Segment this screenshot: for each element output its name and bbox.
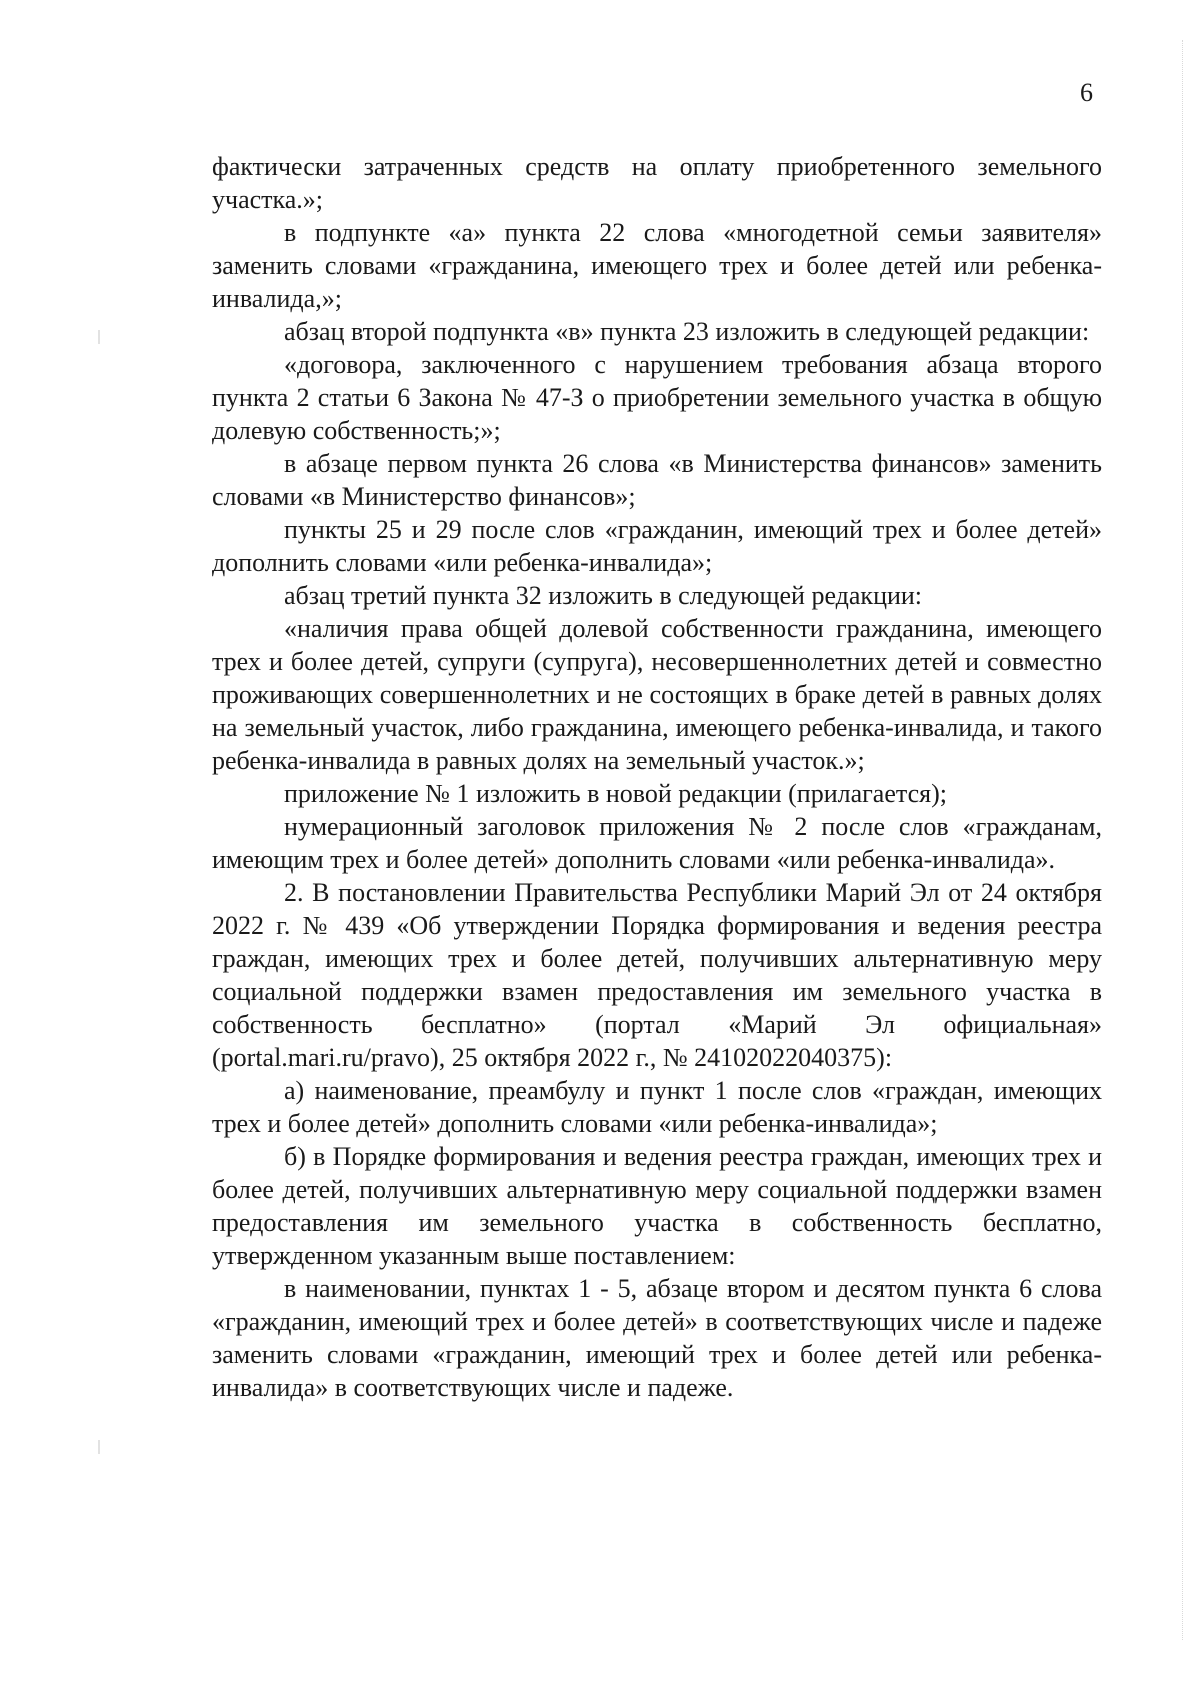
- scan-smudge: [98, 1440, 100, 1454]
- paragraph-appendix-2-heading: нумерационный заголовок приложения № 2 после слов «гражданам, имеющим трех и более детей» дополнить словами «или ребенка-инвалида».: [212, 812, 1102, 874]
- paragraph-naming-points: в наименовании, пунктах 1 - 5, абзаце втором и десятом пункта 6 слова «гражданин, имеющий трех и более детей» в соответствующих числе и падеже заменить словами «гражданин, имеющий трех и более детей или ребенка-инвалида» в соответствующих числе и падеже.: [212, 1274, 1102, 1402]
- paragraph-appendix-1: приложение № 1 изложить в новой редакции (прилагается);: [284, 779, 947, 808]
- paragraph-item-26: в абзаце первом пункта 26 слова «в Министерства финансов» заменить словами «в Министерство финансов»;: [212, 449, 1102, 511]
- paragraph-section-2: 2. В постановлении Правительства Республики Марий Эл от 24 октября 2022 г. № 439 «Об утверждении Порядка формирования и ведения реестра граждан, имеющих трех и более детей, получивших альтернативную меру социальной поддержки взамен предоставления им земельного участка в собственность бесплатно» (портал «Марий Эл официальная» (portal.mari.ru/pravo), 25 октября 2022 г., № 24102022040375):: [212, 878, 1102, 1072]
- document-body: [212, 150, 1102, 1404]
- paragraph-contract-quote: «договора, заключенного с нарушением требования абзаца второго пункта 2 статьи 6 Закона № 47-З о приобретении земельного участка в общую долевую собственность;»;: [212, 350, 1102, 445]
- page-number: 6: [1080, 78, 1093, 107]
- scan-smudge: [98, 330, 100, 344]
- paragraph-continuation: фактически затраченных средств на оплату приобретенного земельного участка.»;: [212, 152, 1102, 214]
- scan-edge-mark: [1182, 40, 1186, 1640]
- paragraph-item-23: абзац второй подпункта «в» пункта 23 изложить в следующей редакции:: [284, 317, 1090, 346]
- paragraph-ownership-quote: «наличия права общей долевой собственности гражданина, имеющего трех и более детей, супруги (супруга), несовершеннолетних детей и совместно проживающих совершеннолетних и не состоящих в браке детей в равных долях на земельный участок, либо гражданина, имеющего ребенка-инвалида, и такого ребенка-инвалида в равных долях на земельный участок.»;: [212, 614, 1102, 775]
- paragraph-subpoint-a: а) наименование, преамбулу и пункт 1 после слов «граждан, имеющих трех и более детей» дополнить словами «или ребенка-инвалида»;: [212, 1076, 1102, 1138]
- paragraph-item-32: абзац третий пункта 32 изложить в следующей редакции:: [284, 581, 923, 610]
- paragraph-subpoint-b: б) в Порядке формирования и ведения реестра граждан, имеющих трех и более детей, получивших альтернативную меру социальной поддержки взамен предоставления им земельного участка в собственность бесплатно, утвержденном указанным выше поставлением:: [212, 1142, 1102, 1270]
- paragraph-items-25-29: пункты 25 и 29 после слов «гражданин, имеющий трех и более детей» дополнить словами «или ребенка-инвалида»;: [212, 515, 1102, 577]
- paragraph-subpoint-a-22: в подпункте «а» пункта 22 слова «многодетной семьи заявителя» заменить словами «гражданина, имеющего трех и более детей или ребенка-инвалида,»;: [212, 218, 1102, 313]
